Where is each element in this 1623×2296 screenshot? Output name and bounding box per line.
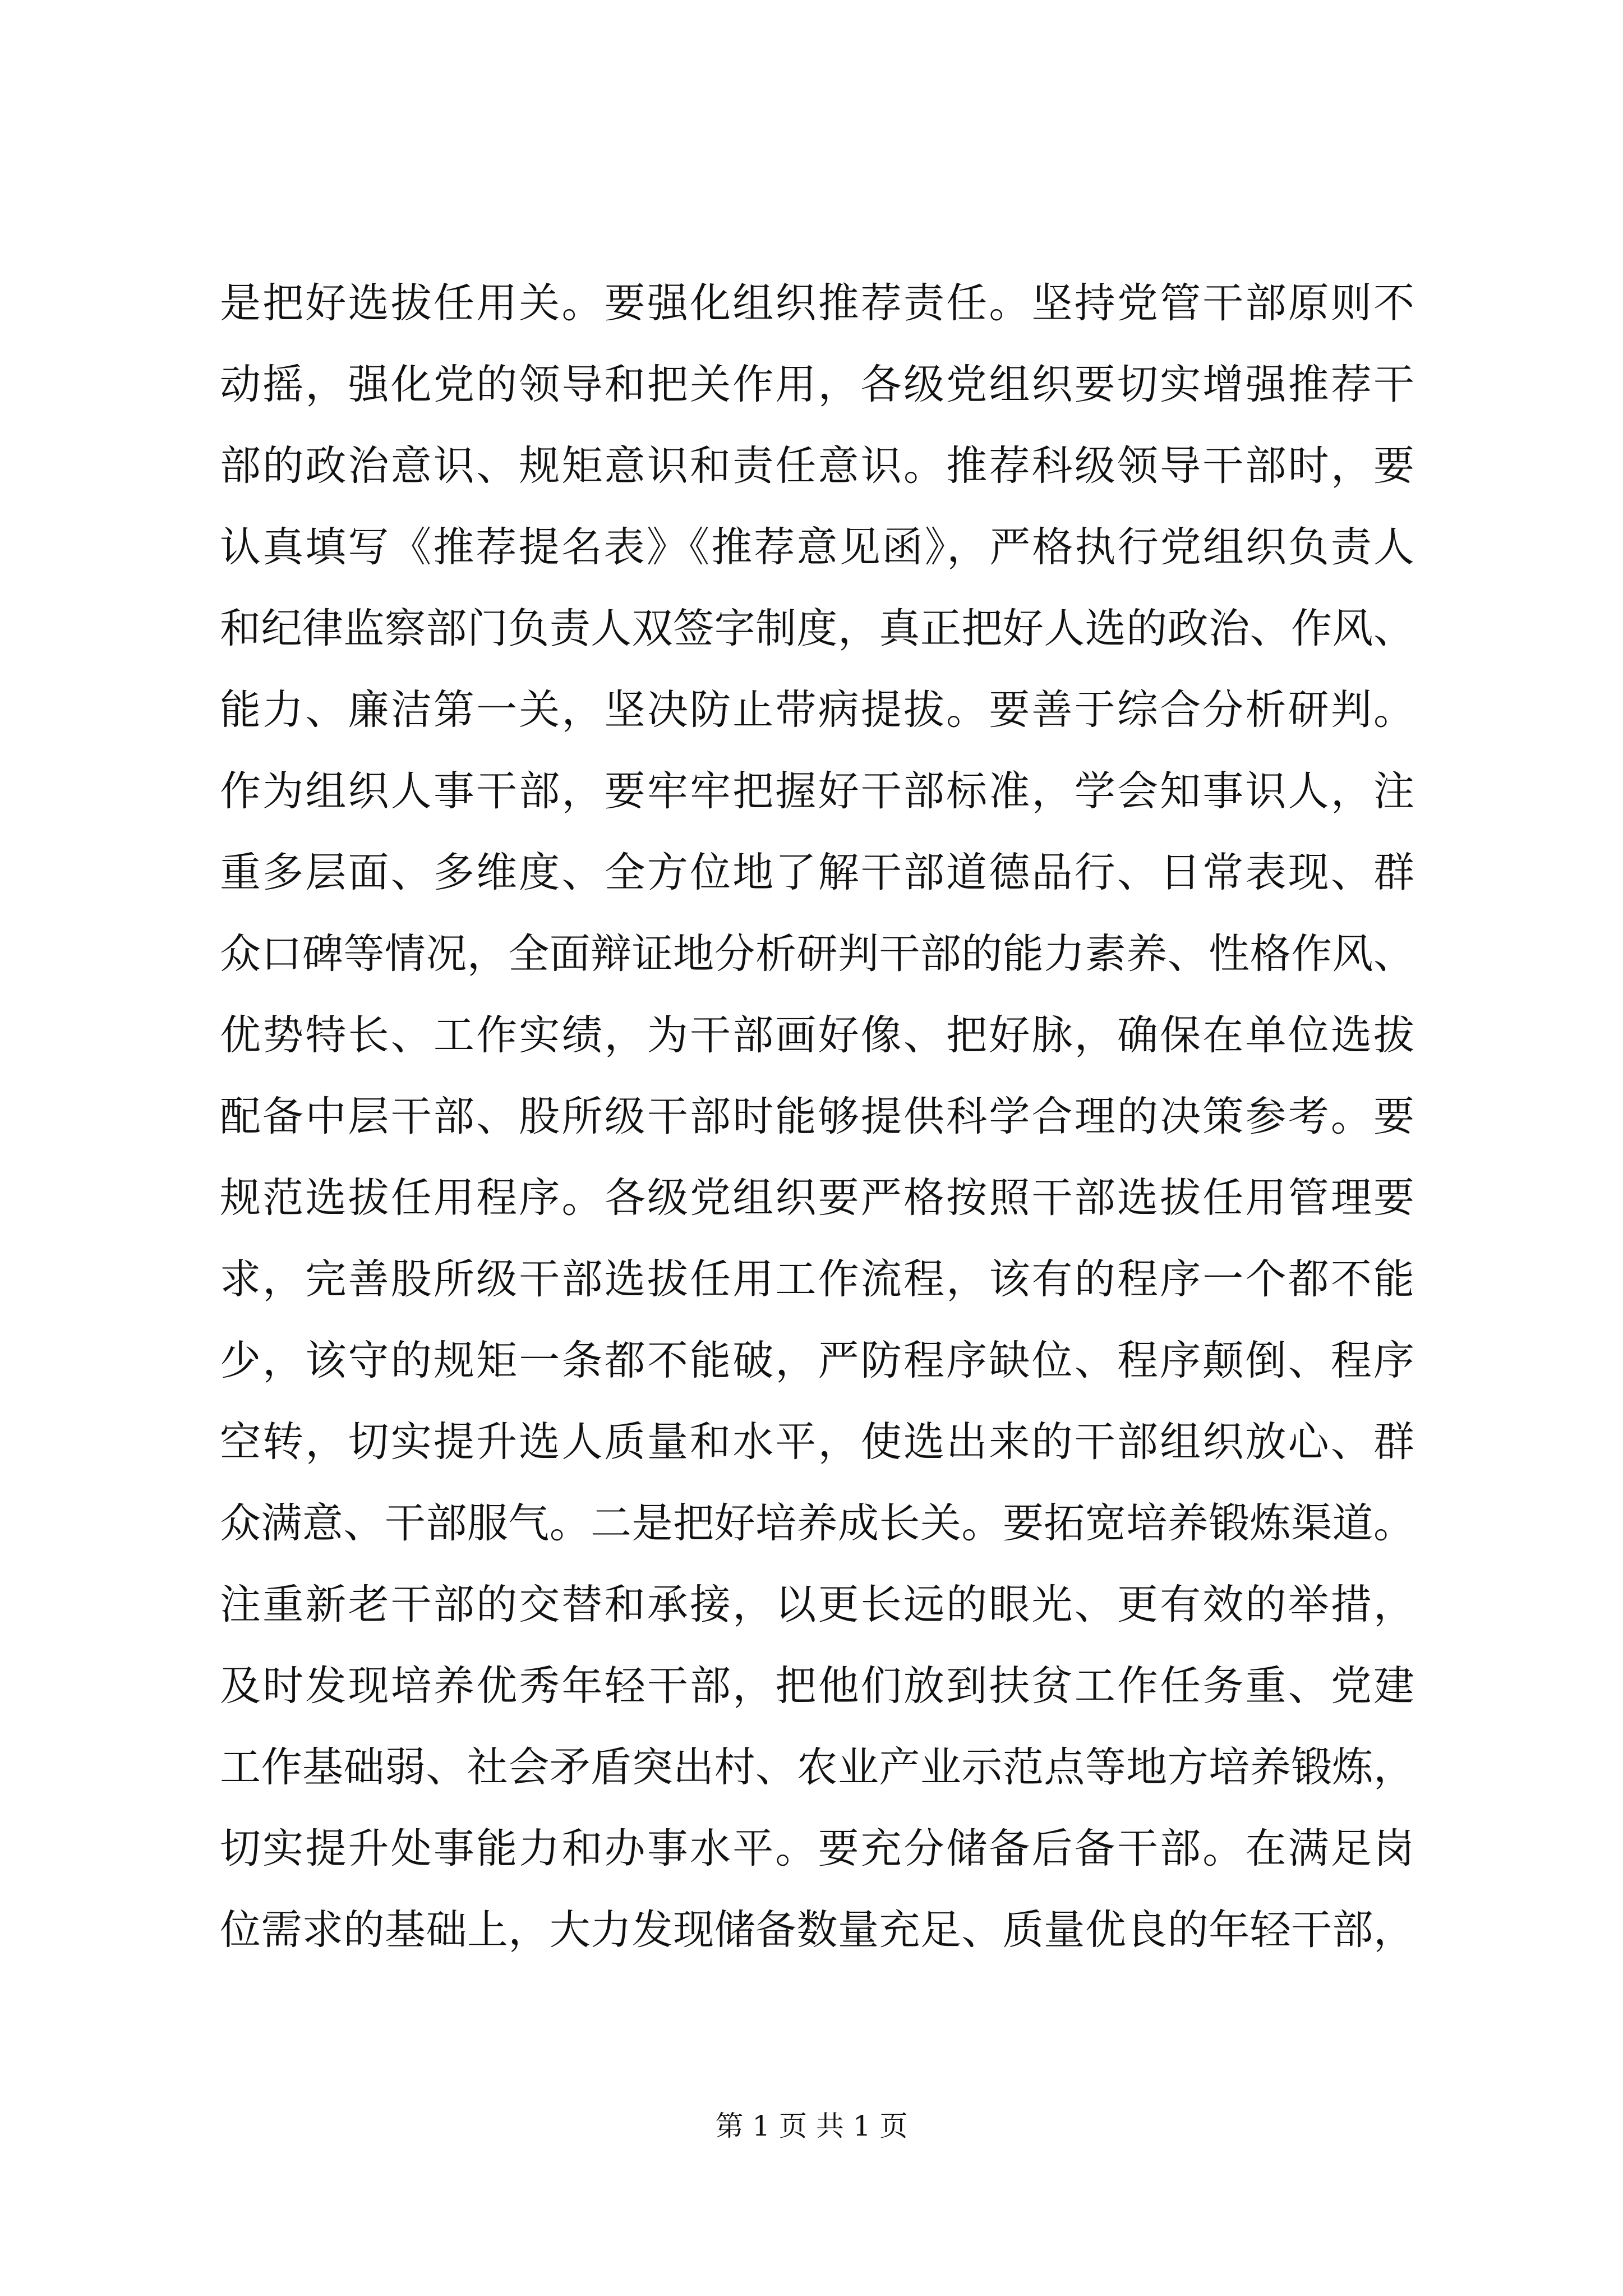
text-line: 注重新老干部的交替和承接，以更长远的眼光、更有效的举措， — [220, 1581, 1414, 1628]
text-line: 及时发现培养优秀年轻干部，把他们放到扶贫工作任务重、党建 — [220, 1662, 1414, 1710]
text-line: 少，该守的规矩一条都不能破，严防程序缺位、程序颠倒、程序 — [220, 1337, 1414, 1384]
text-line: 工作基础弱、社会矛盾突出村、农业产业示范点等地方培养锻炼， — [220, 1743, 1414, 1791]
text-line: 众满意、干部服气。二是把好培养成长关。要拓宽培养锻炼渠道。 — [220, 1499, 1414, 1547]
text-line: 规范选拔任用程序。各级党组织要严格按照干部选拔任用管理要 — [220, 1174, 1414, 1222]
body-text — [220, 263, 1414, 1971]
text-line: 优势特长、工作实绩，为干部画好像、把好脉，确保在单位选拔 — [220, 1011, 1414, 1059]
text-line: 重多层面、多维度、全方位地了解干部道德品行、日常表现、群 — [220, 849, 1414, 896]
page-footer: 第 1 页 共 1 页 — [715, 2110, 908, 2142]
text-line: 是把好选拔任用关。要强化组织推荐责任。坚持党管干部原则不 — [220, 279, 1414, 327]
text-line: 作为组织人事干部，要牢牢把握好干部标准，学会知事识人，注 — [220, 767, 1414, 815]
text-line: 认真填写《推荐提名表》《推荐意见函》，严格执行党组织负责人 — [220, 523, 1414, 571]
text-line: 求，完善股所级干部选拔任用工作流程，该有的程序一个都不能 — [220, 1255, 1414, 1303]
text-line: 配备中层干部、股所级干部时能够提供科学合理的决策参考。要 — [220, 1093, 1414, 1140]
text-line: 空转，切实提升选人质量和水平，使选出来的干部组织放心、群 — [220, 1418, 1414, 1466]
text-line: 切实提升处事能力和办事水平。要充分储备后备干部。在满足岗 — [220, 1825, 1414, 1872]
text-line: 位需求的基础上，大力发现储备数量充足、质量优良的年轻干部， — [220, 1906, 1414, 1954]
text-line: 众口碑等情况，全面辩证地分析研判干部的能力素养、性格作风、 — [220, 930, 1414, 978]
text-line: 和纪律监察部门负责人双签字制度，真正把好人选的政治、作风、 — [220, 605, 1414, 652]
text-line: 能力、廉洁第一关，坚决防止带病提拔。要善于综合分析研判。 — [220, 686, 1414, 734]
text-line: 部的政治意识、规矩意识和责任意识。推荐科级领导干部时，要 — [220, 442, 1414, 490]
text-line: 动摇，强化党的领导和把关作用，各级党组织要切实增强推荐干 — [220, 361, 1414, 408]
